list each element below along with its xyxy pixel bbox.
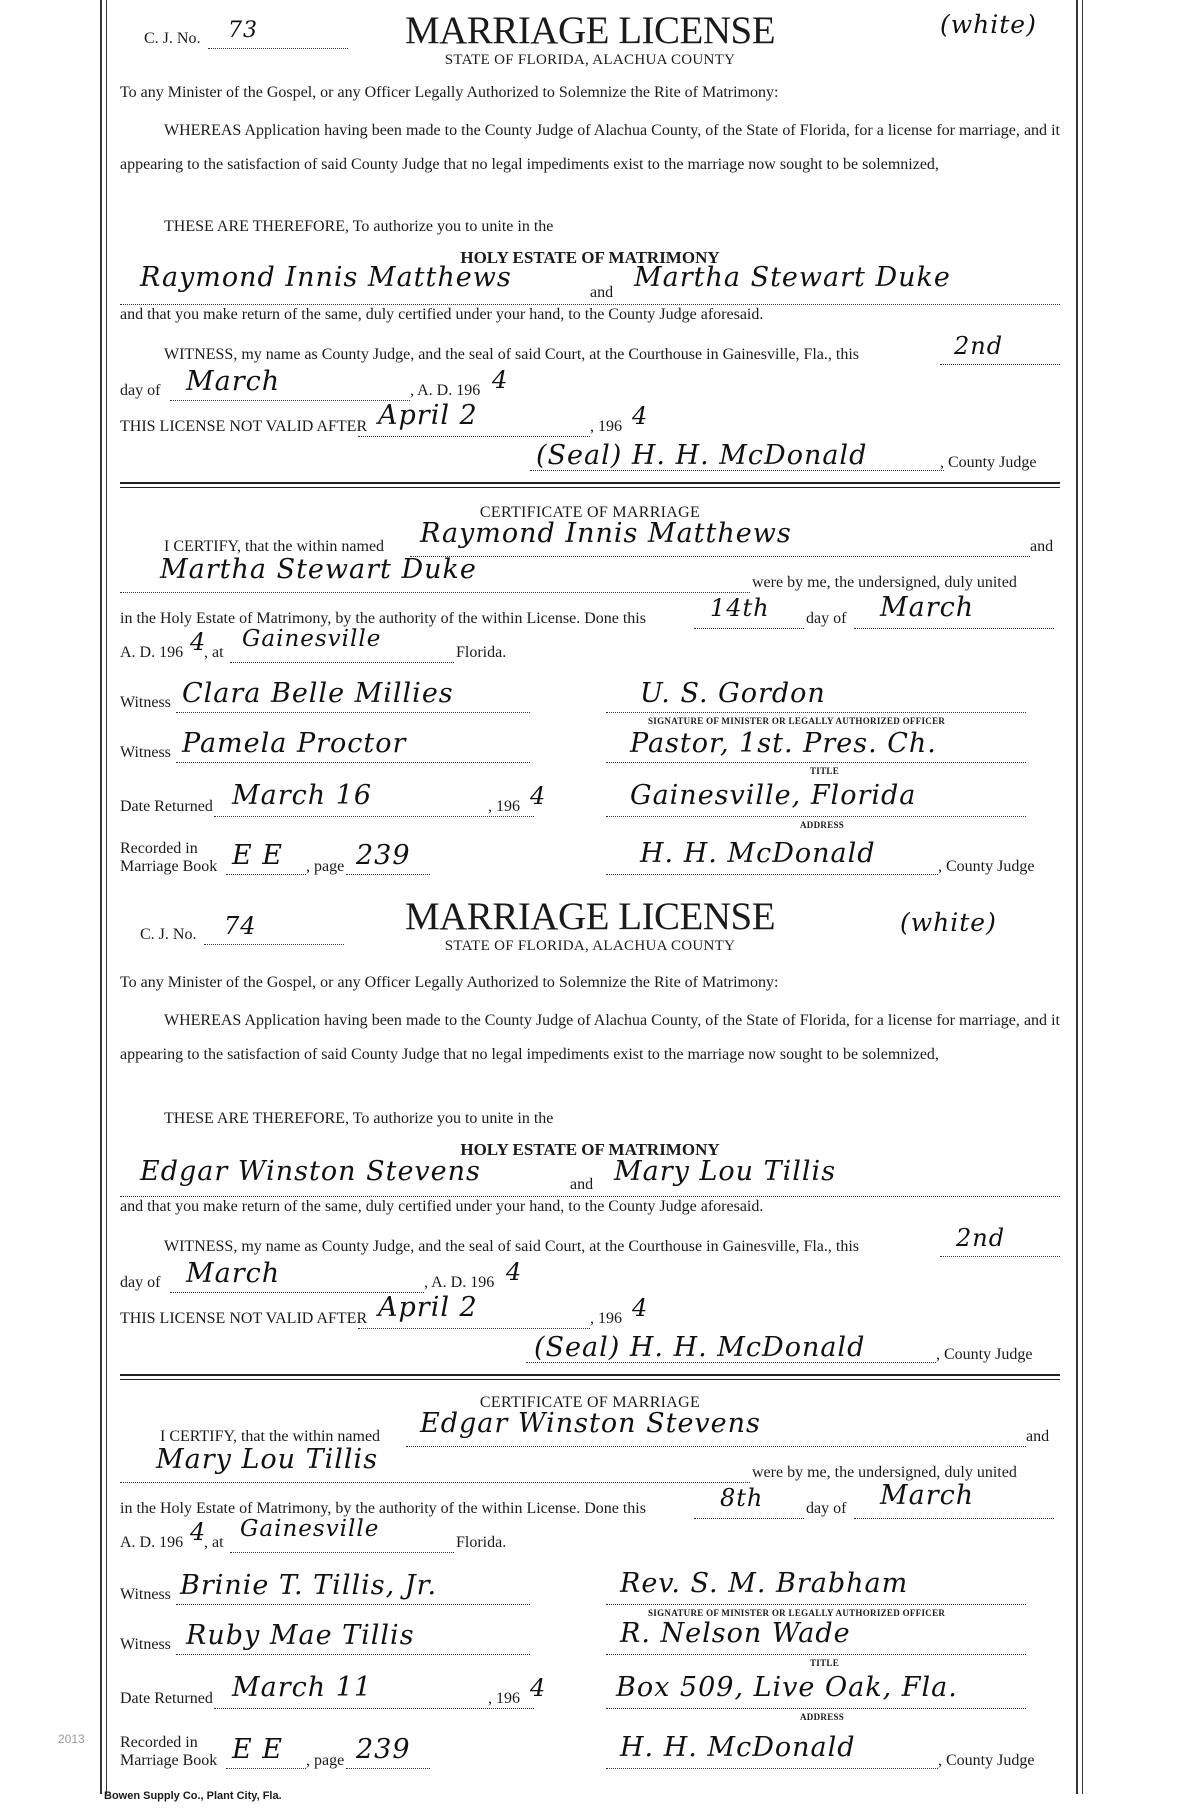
done-month: March: [880, 1480, 975, 1511]
marriage-book-label: Marriage Book: [120, 858, 218, 875]
certificate-heading: CERTIFICATE OF MARRIAGE: [479, 1394, 701, 1411]
valid-until: April 2: [378, 400, 478, 431]
date-returned: March 16: [232, 780, 373, 811]
county-judge-label: , County Judge: [936, 1346, 1033, 1363]
sig-officer-caption: SIGNATURE OF MINISTER OR LEGALLY AUTHORIZED OFFICER: [648, 716, 946, 726]
cert-and-label: and: [1030, 538, 1054, 555]
cert-bride: Mary Lou Tillis: [156, 1444, 379, 1475]
cert-groom: Raymond Innis Matthews: [420, 518, 792, 549]
date-returned: March 11: [232, 1672, 373, 1703]
issue-year: 4: [506, 1258, 523, 1286]
address-caption: ADDRESS: [800, 820, 845, 830]
certificate-heading: CERTIFICATE OF MARRIAGE: [479, 504, 701, 521]
valid-year: 4: [632, 1294, 649, 1322]
license-title: MARRIAGE LICENSE: [404, 9, 776, 52]
sig-officer-caption: SIGNATURE OF MINISTER OR LEGALLY AUTHORIZED OFFICER: [648, 1608, 946, 1618]
address-line: To any Minister of the Gospel, or any Officer Legally Authorized to Solemnize the Rite of Matrimony:: [120, 974, 779, 991]
issue-day: 2nd: [956, 1224, 1006, 1252]
holy-estate-heading: HOLY ESTATE OF MATRIMONY: [460, 248, 720, 267]
returned-year-label: , 196: [488, 798, 520, 815]
date-returned-label: Date Returned: [120, 1690, 213, 1707]
were-by-me-label: were by me, the undersigned, duly united: [752, 574, 1017, 591]
valid-year-label: , 196: [590, 1310, 622, 1327]
officer-signature: U. S. Gordon: [640, 678, 826, 709]
officer-address: Box 509, Live Oak, Fla.: [616, 1672, 958, 1703]
groom-name: Raymond Innis Matthews: [140, 262, 512, 293]
license-74: [120, 894, 1060, 1774]
left-border: [100, 0, 102, 1794]
right-border-inner: [1082, 0, 1083, 1794]
recorder-county-judge: , County Judge: [938, 1752, 1035, 1769]
address-line: To any Minister of the Gospel, or any Officer Legally Authorized to Solemnize the Rite of Matrimony:: [120, 84, 779, 101]
page-label: , page: [306, 858, 345, 875]
recorded-in-label: Recorded in: [120, 840, 198, 857]
valid-year: 4: [632, 402, 649, 430]
witness2-name: Ruby Mae Tillis: [186, 1620, 415, 1651]
cert-ad-label: A. D. 196: [120, 644, 184, 661]
not-valid-label: THIS LICENSE NOT VALID AFTER: [120, 418, 368, 435]
recorder-county-judge: , County Judge: [938, 858, 1035, 875]
cert-day-of-label: day of: [806, 610, 847, 627]
witness2-label: Witness: [120, 744, 171, 761]
not-valid-label: THIS LICENSE NOT VALID AFTER: [120, 1310, 368, 1327]
recorder-signature: H. H. McDonald: [640, 838, 876, 869]
cert-bride: Martha Stewart Duke: [160, 554, 477, 585]
whereas-paragraph: WHEREAS Application having been made to the County Judge of Alachua County, of the State of Florida, for a license for marriage, and it appearing to the satisfaction of said County Judge that no legal impediments exist to the marriage now sought to be solemnized,: [120, 1012, 1060, 1063]
officer-title: R. Nelson Wade: [620, 1618, 851, 1649]
issue-year: 4: [492, 366, 509, 394]
witness2-label: Witness: [120, 1636, 171, 1653]
done-year: 4: [190, 628, 207, 656]
bride-name: Martha Stewart Duke: [634, 262, 951, 293]
at-label: , at: [204, 1534, 224, 1551]
therefore-line: THESE ARE THEREFORE, To authorize you to unite in the: [164, 1110, 554, 1127]
page-value: 239: [356, 1734, 411, 1765]
whereas-paragraph: WHEREAS Application having been made to the County Judge of Alachua County, of the State of Florida, for a license for marriage, and it appearing to the satisfaction of said County Judge that no legal impediments exist to the marriage now sought to be solemnized,: [120, 122, 1060, 173]
cj-no-label: C. J. No.: [144, 30, 201, 47]
witness-judge-line: WITNESS, my name as County Judge, and the seal of said Court, at the Courthouse in Gainesville, Fla., this: [164, 346, 860, 363]
witness-judge-line: WITNESS, my name as County Judge, and the seal of said Court, at the Courthouse in Gainesville, Fla., this: [164, 1238, 860, 1255]
valid-until: April 2: [378, 1292, 478, 1323]
done-day: 8th: [720, 1484, 764, 1512]
witness1-name: Brinie T. Tillis, Jr.: [180, 1570, 438, 1601]
marriage-book-label: Marriage Book: [120, 1752, 218, 1769]
date-returned-label: Date Returned: [120, 798, 213, 815]
witness1-name: Clara Belle Millies: [182, 678, 454, 709]
watermark: 2013: [58, 1732, 85, 1746]
recorded-in-label: Recorded in: [120, 1734, 198, 1751]
witness1-label: Witness: [120, 694, 171, 711]
right-border: [1076, 0, 1078, 1794]
day-of-label: day of: [120, 382, 161, 399]
done-month: March: [880, 592, 975, 623]
issue-month: March: [186, 1258, 281, 1289]
witness2-name: Pamela Proctor: [182, 728, 407, 759]
done-place: Gainesville: [242, 626, 382, 652]
day-of-label: day of: [120, 1274, 161, 1291]
page-value: 239: [356, 840, 411, 871]
race-note: (white): [940, 10, 1037, 39]
race-note: (white): [900, 908, 997, 937]
title-caption: TITLE: [810, 1658, 840, 1668]
cert-groom: Edgar Winston Stevens: [420, 1408, 761, 1439]
i-certify-label: I CERTIFY, that the within named: [164, 538, 385, 555]
left-border-inner: [106, 0, 107, 1794]
ad-label: , A. D. 196: [424, 1274, 495, 1291]
holy-estate-heading: HOLY ESTATE OF MATRIMONY: [460, 1140, 720, 1159]
officer-signature: Rev. S. M. Brabham: [620, 1568, 909, 1599]
valid-year-label: , 196: [590, 418, 622, 435]
issue-month: March: [186, 366, 281, 397]
book-value: E E: [232, 840, 284, 871]
license-73: [120, 8, 1060, 888]
printer-footer: Bowen Supply Co., Plant City, Fla.: [104, 1790, 282, 1802]
ad-label: , A. D. 196: [410, 382, 481, 399]
cj-no-value: 74: [224, 912, 257, 940]
title-caption: TITLE: [810, 766, 840, 776]
address-caption: ADDRESS: [800, 1712, 845, 1722]
cj-no-label: C. J. No.: [140, 926, 197, 943]
recorder-signature: H. H. McDonald: [620, 1732, 856, 1763]
cert-and-label: and: [1026, 1428, 1050, 1445]
page-label: , page: [306, 1752, 345, 1769]
county-judge-label: , County Judge: [940, 454, 1037, 471]
i-certify-label: I CERTIFY, that the within named: [160, 1428, 381, 1445]
license-subtitle: STATE OF FLORIDA, ALACHUA COUNTY: [444, 938, 736, 954]
officer-address: Gainesville, Florida: [630, 780, 917, 811]
done-day: 14th: [710, 594, 770, 622]
cert-day-of-label: day of: [806, 1500, 847, 1517]
return-line: and that you make return of the same, duly certified under your hand, to the County Judge aforesaid.: [120, 1198, 764, 1215]
done-year: 4: [190, 1518, 207, 1546]
and-label: and: [590, 284, 614, 301]
cert-ad-label: A. D. 196: [120, 1534, 184, 1551]
book-value: E E: [232, 1734, 284, 1765]
judge-signature: (Seal) H. H. McDonald: [534, 1332, 866, 1363]
groom-name: Edgar Winston Stevens: [140, 1156, 481, 1187]
officer-title: Pastor, 1st. Pres. Ch.: [630, 728, 937, 759]
and-label: and: [570, 1176, 594, 1193]
cj-no-value: 73: [228, 18, 258, 43]
judge-signature: (Seal) H. H. McDonald: [536, 440, 868, 471]
florida-label: Florida.: [456, 644, 507, 661]
witness1-label: Witness: [120, 1586, 171, 1603]
bride-name: Mary Lou Tillis: [614, 1156, 837, 1187]
license-title: MARRIAGE LICENSE: [404, 895, 776, 938]
issue-day: 2nd: [954, 332, 1004, 360]
therefore-line: THESE ARE THEREFORE, To authorize you to unite in the: [164, 218, 554, 235]
returned-year-label: , 196: [488, 1690, 520, 1707]
returned-year: 4: [530, 1674, 547, 1702]
holy-estate-line: in the Holy Estate of Matrimony, by the authority of the within License. Done this: [120, 610, 646, 627]
done-place: Gainesville: [240, 1516, 380, 1542]
return-line: and that you make return of the same, duly certified under your hand, to the County Judge aforesaid.: [120, 306, 764, 323]
returned-year: 4: [530, 782, 547, 810]
at-label: , at: [204, 644, 224, 661]
license-subtitle: STATE OF FLORIDA, ALACHUA COUNTY: [444, 52, 736, 68]
holy-estate-line: in the Holy Estate of Matrimony, by the authority of the within License. Done this: [120, 1500, 646, 1517]
florida-label: Florida.: [456, 1534, 507, 1551]
were-by-me-label: were by me, the undersigned, duly united: [752, 1464, 1017, 1481]
